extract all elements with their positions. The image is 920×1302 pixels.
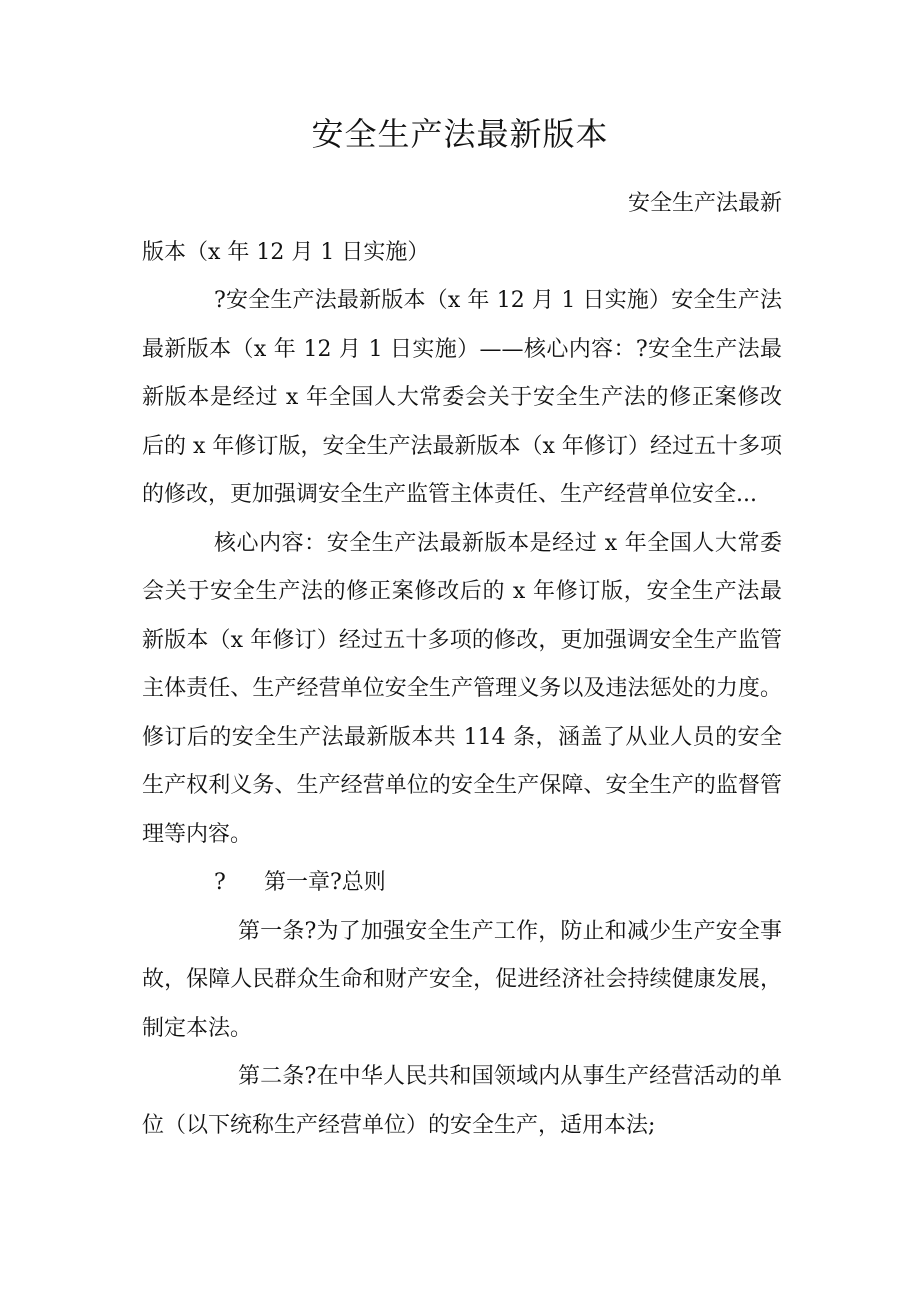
article-1-paragraph: 第一条?为了加强安全生产工作，防止和减少生产安全事故，保障人民群众生命和财产安全，促进经济社会持续健康发展，制定本法。 (142, 918, 782, 1041)
intro-paragraph: ?安全生产法最新版本（x 年 12 月 1 日实施）安全生产法最新版本（x 年 12 月 1 日实施）——核心内容：?安全生产法最新版本是经过 x 年全国人大常委会关于安全生产法的修正案修改后的 x 年修订版，安全生产法最新版本（x 年修订）经过五十多项的修改，更加强调安全生产监管主体责任、生产经营单位安全... (142, 288, 782, 507)
chapter-heading-line (142, 859, 782, 908)
core-content-paragraph: 核心内容：安全生产法最新版本是经过 x 年全国人大常委会关于安全生产法的修正案修改后的 x 年修订版，安全生产法最新版本（x 年修订）经过五十多项的修改，更加强调安全生产监管主体责任、生产经营单位安全生产管理义务以及违法惩处的力度。修订后的安全生产法最新版本共 114 条，涵盖了从业人员的安全生产权利义务、生产经营单位的安全生产保障、安全生产的监督管理等内容。 (142, 530, 782, 847)
reference-line-first: 安全生产法最新 (627, 191, 782, 216)
document-body (142, 180, 782, 1150)
article-2-paragraph: 第二条?在中华人民共和国领域内从事生产经营活动的单位（以下统称生产经营单位）的安全生产，适用本法; (142, 1064, 782, 1138)
chapter-heading: 第一章?总则 (264, 870, 386, 895)
document-title: 安全生产法最新版本 (311, 115, 609, 153)
chapter-marker: ? (214, 870, 226, 895)
reference-line-second: 版本（x 年 12 月 1 日实施） (142, 239, 430, 265)
